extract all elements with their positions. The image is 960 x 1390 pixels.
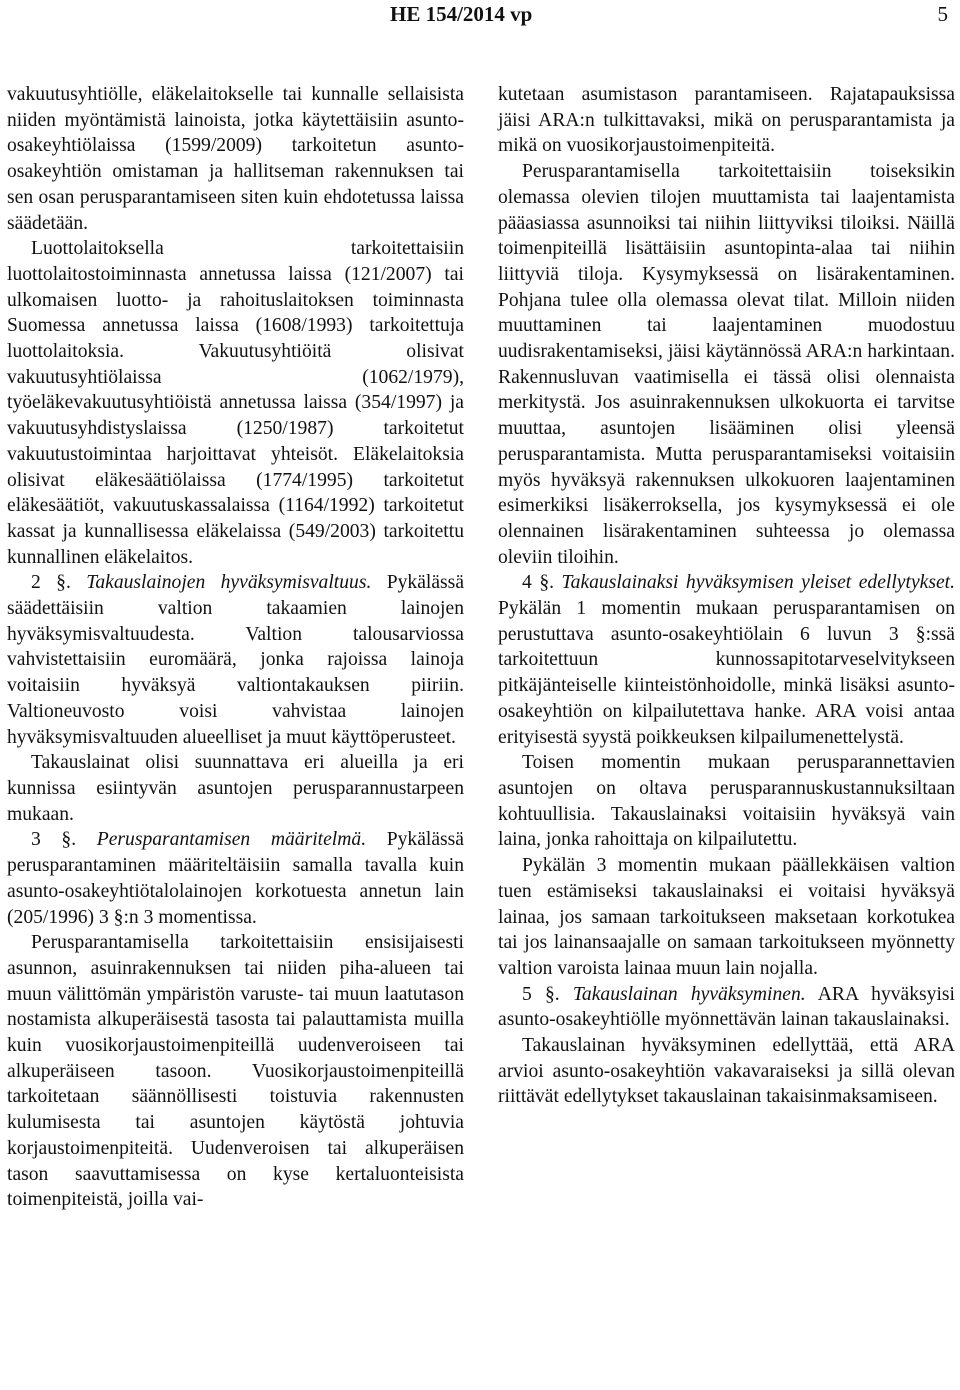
paragraph: Takauslainan hyväksyminen edellyttää, että ARA arvioi asunto-osakeyhtiön vakavaraiseksi ja sillä olevan riittävät edellytykset takauslainan takaisinmaksamiseen.: [498, 1035, 955, 1108]
section-paragraph: [498, 982, 955, 1033]
section-text: Pykälän 1 momentin mukaan perusparantamisen on perustuttava asunto-osakeyhtiölain 6 luvun 3 §:ssä tarkoitettuun kunnossapitotarveselvitykseen pitkäjänteiselle kiinteistönhoidolle, minkä lisäksi asunto-osakeyhtiön on kilpailutettava hanke. ARA voisi antaa erityisestä syystä poikkeuksen kilpailumenettelystä.: [498, 598, 955, 748]
section-number: 4 §.: [522, 572, 555, 594]
paragraph: Perusparantamisella tarkoitettaisiin toiseksikin olemassa olevien tilojen muuttamista tai laajentamista pääasiassa asunnoiksi tai niihin liittyviksi tiloiksi. Näillä toimenpiteillä lisättäisiin asuntopinta-alaa tai niihin liittyviä tiloja. Kysymyksessä on lisärakentaminen. Pohjana tulee olla olemassa olevat tilat. Milloin niiden muuttaminen tai laajentaminen muodostuu uudisrakentamiseksi, jäisi käytännössä ARA:n harkintaan. Rakennusluvan vaatimisella ei tässä olisi olennaista merkitystä. Jos asuinrakennuksen ulkokuorta ei tarvitse muuttaa, asuntojen lisääminen olisi yleensä perusparantamista. Mutta perusparantamiseksi voitaisiin myös hyväksyä rakennuksen ulkokuoren laajentaminen esimerkiksi lisäkerroksella, jos kysymyksessä ei ole olennainen lisärakentaminen suhteessa jo olemassa oleviin tiloihin.: [498, 161, 955, 568]
page-number: 5: [937, 2, 948, 26]
section-number: 2 §.: [31, 572, 71, 594]
paragraph: vakuutusyhtiölle, eläkelaitokselle tai kunnalle sellaisista niiden myöntämistä lainoista, jotka käytettäisiin asunto-osakeyhtiölaissa (1599/2009) tarkoitetun asunto-osakeyhtiön omistaman ja hallitseman rakennuksen tai sen osan perusparantamiseen siten kuin ehdotetussa laissa säädetään.: [7, 84, 464, 234]
section-paragraph: [7, 570, 464, 750]
section-title: Takauslainojen hyväksymisvaltuus.: [86, 572, 372, 594]
section-text: Pykälässä säädettäisiin valtion takaamien lainojen hyväksymisvaltuudesta. Valtion talousarviossa vahvistettaisiin euromäärä, jonka rajoissa lainoja voitaisiin hyväksyä valtiontakauksen piiriin. Valtioneuvosto voisi vahvistaa lainojen hyväksymisvaltuuden alueelliset ja muut käyttöperusteet.: [7, 572, 465, 748]
section-number: 3 §.: [31, 829, 77, 851]
section-paragraph: [498, 570, 955, 750]
section-title: Perusparantamisen määritelmä.: [96, 829, 367, 851]
paragraph: Toisen momentin mukaan perusparannettavien asuntojen on oltava perusparannuskustannuksiltaan kohtuullisia. Takauslainaksi voitaisiin hyväksyä vain laina, jonka rahoittaja on kilpailutettu.: [498, 752, 955, 851]
section-title: Takauslainaksi hyväksymisen yleiset edellytykset.: [561, 572, 956, 594]
section-text: ARA hyväksyisi asunto-osakeyhtiölle myönnettävän lainan takauslainaksi.: [498, 983, 955, 1031]
page-header: [0, 0, 960, 40]
section-title: Takauslainan hyväksyminen.: [572, 983, 806, 1005]
document-id: HE 154/2014 vp: [390, 2, 533, 26]
paragraph: Takauslainat olisi suunnattava eri alueilla ja eri kunnissa esiintyvän asuntojen perusparannustarpeen mukaan.: [7, 752, 464, 825]
paragraph: Perusparantamisella tarkoitettaisiin ensisijaisesti asunnon, asuinrakennuksen tai niiden piha-alueen tai muun välittömän ympäristön varuste- tai muun laatutason nostamista alkuperäisestä tasosta tai palauttamista muilla kuin vuosikorjaustoimenpiteillä uudenveroiseen tai alkuperäiseen tasoon. Vuosikorjaustoimenpiteillä tarkoitetaan säännöllisesti toistuvia rakennusten kulumisesta tai asuntojen käytöstä johtuvia korjaustoimenpiteitä. Uudenveroisen tai alkuperäisen tason saavuttamisessa on kyse kertaluonteisista toimenpiteistä, joilla vai-: [7, 932, 464, 1211]
paragraph: Pykälän 3 momentin mukaan päällekkäisen valtion tuen estämiseksi takauslainaksi ei voitaisi hyväksyä lainaa, jos samaan tarkoitukseen maksetaan korkotukea tai jos lainansaajalle on samaan tarkoitukseen myönnetty valtion varoista lainaa muun lain nojalla.: [498, 855, 955, 979]
section-text: Pykälässä perusparantaminen määriteltäisiin samalla tavalla kuin asunto-osakeyhtiötalolainojen korkotuesta annetun lain (205/1996) 3 §:n 3 momentissa.: [7, 829, 464, 928]
section-number: 5 §.: [522, 983, 560, 1005]
paragraph: Luottolaitoksella tarkoitettaisiin luottolaitostoiminnasta annetussa laissa (121/2007) tai ulkomaisen luotto- ja rahoituslaitoksen toiminnasta Suomessa annetussa laissa (1608/1993) tarkoitettuja luottolaitoksia. Vakuutusyhtiöitä olisivat vakuutusyhtiölaissa (1062/1979), työeläkevakuutusyhtiöistä annetussa laissa (354/1997) ja vakuutusyhdistyslaissa (1250/1987) tarkoitetut vakuutustoimintaa harjoittavat yhteisöt. Eläkelaitoksia olisivat eläkesäätiölaissa (1774/1995) tarkoitetut eläkesäätiöt, vakuutuskassalaissa (1164/1992) tarkoitetut kassat ja kunnallisessa eläkelaissa (549/2003) tarkoitettu kunnallinen eläkelaitos.: [7, 238, 464, 568]
section-paragraph: [7, 827, 464, 930]
right-column: [498, 82, 955, 1110]
left-column: [7, 82, 464, 1213]
paragraph: kutetaan asumistason parantamiseen. Rajatapauksissa jäisi ARA:n tulkittavaksi, mikä on perusparantamista ja mikä on vuosikorjaustoimenpiteitä.: [498, 84, 955, 157]
